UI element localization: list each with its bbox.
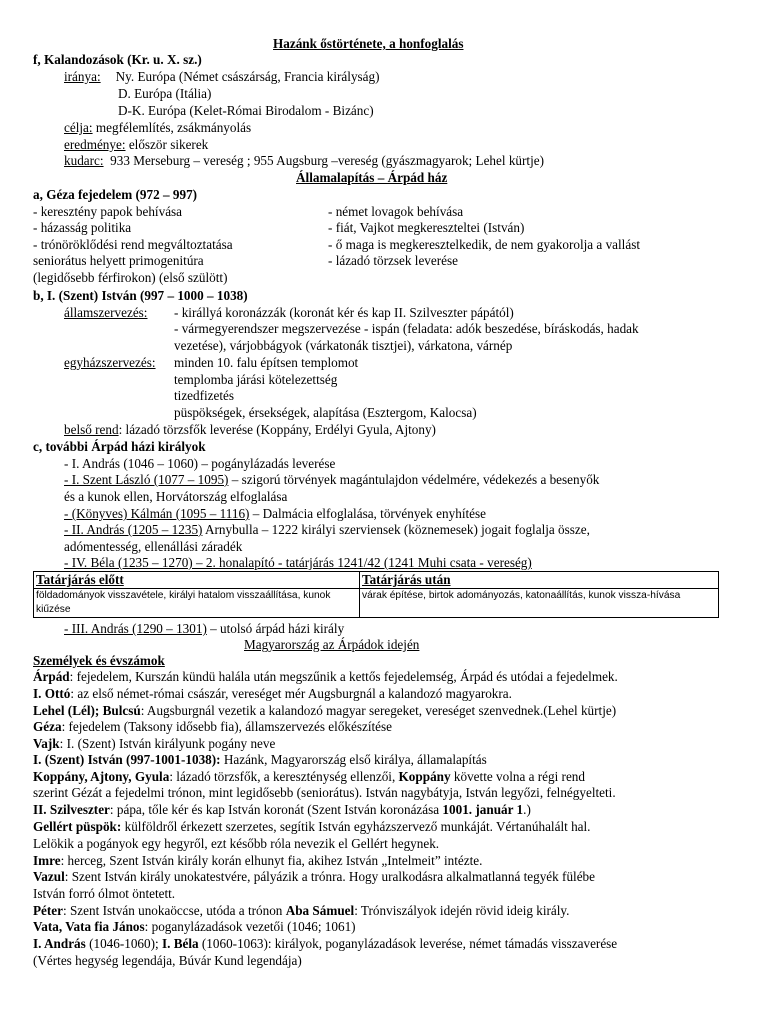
person-name: I. Béla	[161, 936, 199, 951]
iranya-item: D-K. Európa (Kelet-Római Birodalom - Bizánc)	[118, 103, 374, 118]
geza-left-item: - keresztény papok behívása	[33, 204, 183, 219]
page-title: Hazánk őstörténete, a honfoglalás	[273, 36, 464, 51]
table-cell: földadományok visszavétele, királyi hatalom visszaállítása, kunok kiűzése	[34, 589, 360, 618]
geza-right-item: - német lovagok behívása	[328, 204, 464, 219]
kiraly-item-cont: és a kunok ellen, Horvátország elfoglalása	[64, 489, 288, 504]
person-entry	[33, 669, 618, 685]
geza-heading: a, Géza fejedelem (972 – 997)	[33, 187, 198, 202]
person-entry	[33, 919, 356, 935]
szemelyek-heading: Személyek és évszámok	[33, 653, 165, 668]
kudarc-row	[64, 153, 544, 169]
kiraly-desc: – Dalmácia elfoglalása, törvények enyhítése	[249, 506, 486, 521]
person-name: Vazul	[33, 869, 65, 884]
section-heading-kalandozasok: f, Kalandozások (Kr. u. X. sz.)	[33, 52, 202, 67]
eredmenye-label: eredménye:	[64, 137, 126, 152]
person-name: Koppány	[398, 769, 451, 784]
iranya-label: iránya:	[64, 69, 101, 84]
person-text: : I. (Szent) István királyunk pogány neve	[59, 736, 276, 751]
person-entry-cont: Lelökik a pogányok egy hegyről, ezt később róla nevezik el Gellért hegynek.	[33, 836, 440, 851]
person-name: I. (Szent) István (997-1001-1038):	[33, 752, 221, 767]
kiraly-item	[64, 506, 486, 522]
person-entry-cont: szerint Gézát a fejedelmi trónon, mint legidősebb (seniorátus). István nagybátyja, István legyőzi, felnégyelteti.	[33, 785, 616, 800]
kiraly-item: - IV. Béla (1235 – 1270) – 2. honalapító - tatárjárás 1241/42 (1241 Muhi csata - vereség)	[64, 555, 532, 570]
person-text: : Szent István király unokatestvére, pályázik a trónra. Hogy uralkodásra alkalmatlanná tegyék fülébe	[64, 869, 595, 884]
egyhazszervezes-item: tizedfizetés	[174, 388, 235, 403]
eredmenye-row	[64, 137, 208, 153]
person-name: Géza	[33, 719, 62, 734]
person-entry	[33, 703, 616, 719]
person-name: Gellért püspök:	[33, 819, 122, 834]
person-name: I. Ottó	[33, 686, 71, 701]
table-header: Tatárjárás után	[360, 572, 719, 589]
person-text: : fejedelem (Taksony idősebb fia), államszervezés előkészítése	[61, 719, 393, 734]
kudarc-label: kudarc:	[64, 153, 104, 168]
istvan-heading: b, I. (Szent) István (997 – 1000 – 1038)	[33, 288, 248, 303]
egyhazszervezes-item: minden 10. falu építsen templomot	[174, 355, 359, 370]
table-header: Tatárjárás előtt	[34, 572, 360, 589]
allamszervezes-item: - vármegyerendszer megszervezése - ispán (feladata: adók beszedése, bíráskodás, hadak	[174, 321, 639, 336]
egyhazszervezes-item: templomba járási kötelezettség	[174, 372, 338, 387]
kiraly-item-cont: adómentesség, ellenállási záradék	[64, 539, 243, 554]
person-name: Péter	[33, 903, 64, 918]
person-entry	[33, 853, 482, 869]
geza-left-item: - trónöröklődési rend megváltoztatása	[33, 237, 233, 252]
section-title-arpadok: Magyarország az Árpádok idején	[244, 637, 420, 652]
eredmenye-value: először sikerek	[128, 137, 209, 152]
kiraly-name: - II. András (1205 – 1235)	[64, 522, 203, 537]
table-header-row	[34, 572, 719, 589]
belso-rend-text: : lázadó törzsfők leverése (Koppány, Erdélyi Gyula, Ajtony)	[118, 422, 436, 437]
table-cell: várak építése, birtok adományozás, katonaállítás, kunok vissza-hívása	[360, 589, 719, 618]
geza-right-item: - lázadó törzsek leverése	[328, 253, 458, 268]
kiraly-desc: – utolsó árpád házi király	[206, 621, 345, 636]
person-text: külföldről érkezett szerzetes, segítik István egyházszervező munkáját. Vértanúhalált hal.	[121, 819, 591, 834]
kudarc-value: 933 Merseburg – vereség ; 955 Augsburg –vereség (gyászmagyarok; Lehel kürtje)	[110, 153, 544, 168]
kiraly-item	[64, 621, 344, 637]
person-text: (1046-1060);	[85, 936, 162, 951]
person-entry	[33, 802, 531, 818]
person-entry	[33, 769, 585, 785]
person-name: Koppány, Ajtony, Gyula	[33, 769, 170, 784]
person-name: Vata, Vata fia János	[33, 919, 145, 934]
coronation-date: 1001. január 1	[442, 802, 524, 817]
person-name: I. András	[33, 936, 86, 951]
person-text: : herceg, Szent István király korán elhunyt fia, akihez István „Intelmeit” intézte.	[60, 853, 483, 868]
geza-left-item: - házasság politika	[33, 220, 132, 235]
person-text: Hazánk, Magyarország első királya, államalapítás	[220, 752, 487, 767]
person-text: .)	[523, 802, 531, 817]
person-entry	[33, 819, 590, 835]
person-entry	[33, 686, 512, 702]
kiraly-item	[64, 472, 599, 488]
kiraly-item	[64, 522, 590, 538]
person-entry	[33, 936, 617, 952]
person-name: Vajk	[33, 736, 60, 751]
person-name: Aba Sámuel	[285, 903, 355, 918]
kiraly-name: - (Könyves) Kálmán (1095 – 1116)	[64, 506, 250, 521]
person-entry	[33, 869, 595, 885]
kiraly-name: - I. Szent László (1077 – 1095)	[64, 472, 229, 487]
iranya-item: Ny. Európa (Német császárság, Francia királyság)	[115, 69, 380, 84]
geza-left-item: seniorátus helyett primogenitúra	[33, 253, 204, 268]
kiraly-desc: Arnybulla – 1222 királyi szerviensek (köznemesek) jogait foglalja össze,	[202, 522, 590, 537]
celja-value: megfélemlítés, zsákmányolás	[95, 120, 252, 135]
kiralyok-heading: c, további Árpád házi királyok	[33, 439, 206, 454]
allamszervezes-item: - királlyá koronázzák (koronát kér és kap II. Szilveszter pápától)	[174, 305, 514, 320]
person-name: Imre	[33, 853, 61, 868]
person-entry-cont: István forró ólmot öntetett.	[33, 886, 176, 901]
celja-row	[64, 120, 251, 136]
person-entry	[33, 903, 569, 919]
geza-left-item: (legidősebb férfirokon) (első szülött)	[33, 270, 228, 285]
table-row	[34, 589, 719, 618]
person-name: II. Szilveszter	[33, 802, 110, 817]
person-name: Lehel (Lél); Bulcsú	[33, 703, 141, 718]
allamszervezes-item: vezetése), várjobbágyok (várkatonák tisztjei), várkatona, várnép	[174, 338, 513, 353]
celja-label: célja:	[64, 120, 93, 135]
egyhazszervezes-item: püspökségek, érsekségek, alapítása (Esztergom, Kalocsa)	[174, 405, 477, 420]
person-text: : az első német-római császár, vereséget mér Augsburgnál a kalandozó magyarokra.	[70, 686, 512, 701]
person-name: Árpád	[33, 669, 70, 684]
person-text: : Augsburgnál vezetik a kalandozó magyar seregeket, vereséget szenvednek.(Lehel kürtje)	[140, 703, 617, 718]
kiraly-item: - I. András (1046 – 1060) – pogánylázadás leverése	[64, 456, 336, 471]
person-text: : lázadó törzsfők, a kereszténység ellenzői,	[169, 769, 399, 784]
person-text: : fejedelem, Kurszán kündü halála után megszűnik a kettős fejedelemség, Árpád és utódai a fejedelmek.	[69, 669, 618, 684]
person-entry	[33, 752, 487, 768]
person-text: : poganylázadások vezetői (1046; 1061)	[144, 919, 356, 934]
kiraly-name: - III. András (1290 – 1301)	[64, 621, 207, 636]
person-entry-cont: (Vértes hegység legendája, Búvár Kund legendája)	[33, 953, 302, 968]
kiraly-desc: – szigorú törvények magántulajdon védelmére, védekezés a besenyők	[228, 472, 600, 487]
section-title-allamalapitas: Államalapítás – Árpád ház	[296, 170, 448, 185]
person-text: : pápa, tőle kér és kap István koronát (Szent István koronázása	[109, 802, 443, 817]
person-text: : Trónviszályok idején rövid ideig király.	[354, 903, 570, 918]
person-entry	[33, 719, 392, 735]
person-text: (1060-1063): királyok, poganylázadások leverése, német támadás visszaverése	[198, 936, 618, 951]
belso-rend-row	[64, 422, 436, 438]
geza-right-item: - fiát, Vajkot megkereszteltei (István)	[328, 220, 525, 235]
person-text: követte volna a régi rend	[450, 769, 585, 784]
iranya-row	[64, 69, 380, 85]
iranya-item: D. Európa (Itália)	[118, 86, 212, 101]
tatarjaras-table	[33, 571, 719, 618]
person-entry	[33, 736, 275, 752]
belso-rend-label: belső rend	[64, 422, 119, 437]
egyhazszervezes-label: egyházszervezés:	[64, 355, 156, 370]
person-text: : Szent István unokaöccse, utóda a trónon	[63, 903, 286, 918]
allamszervezes-label: államszervezés:	[64, 305, 148, 320]
geza-right-item: - ő maga is megkeresztelkedik, de nem gyakorolja a vallást	[328, 237, 640, 252]
